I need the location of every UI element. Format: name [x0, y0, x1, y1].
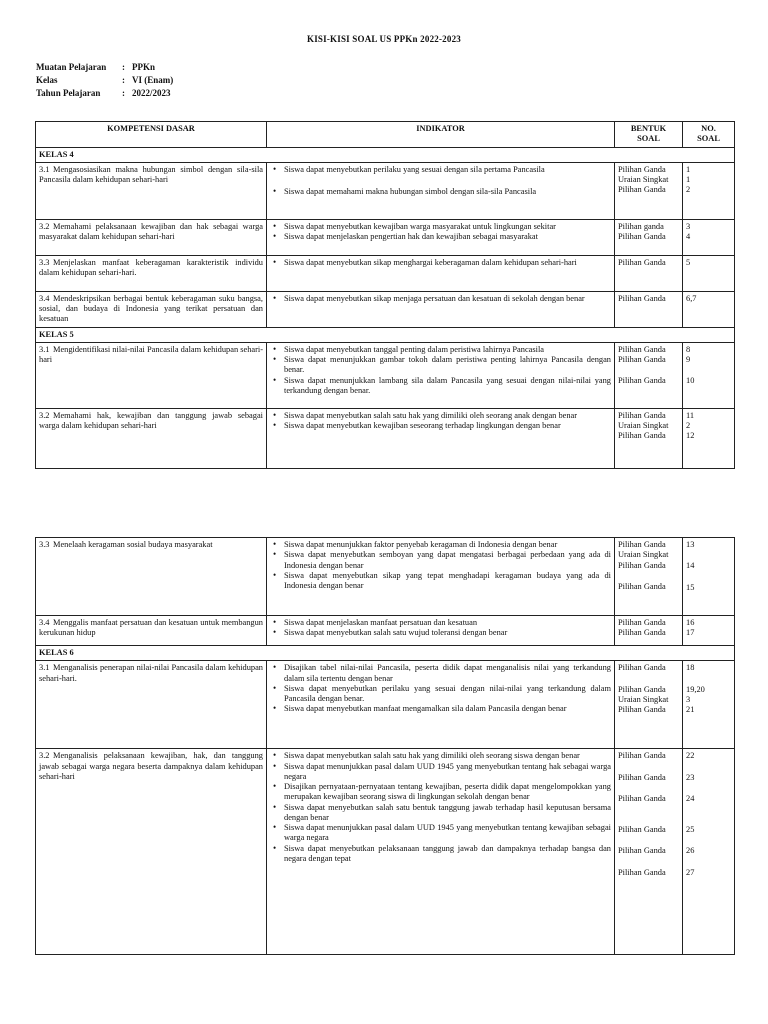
- indikator-cell: [267, 342, 615, 408]
- indikator-item: • Siswa dapat menunjukkan pasal dalam UUD 1945 yang menyebutkan tentang kewajiban sebagai warga negara: [284, 823, 611, 844]
- meta-key: Kelas: [36, 75, 58, 85]
- kelas-label: KELAS 4: [36, 147, 735, 162]
- header-kd: KOMPETENSI DASAR: [36, 122, 267, 148]
- bentuk-cell: [615, 749, 683, 955]
- indikator-item: • Siswa dapat menunjukkan pasal dalam UUD 1945 yang menyebutkan tentang hak sebagai warga negara: [284, 762, 611, 783]
- no-item: 23: [686, 772, 695, 782]
- no-cell: [683, 616, 735, 646]
- meta-colon: :: [122, 75, 125, 85]
- bentuk-cell: [615, 342, 683, 408]
- kd-number: 3.3: [39, 257, 50, 267]
- indikator-item: • Siswa dapat menunjukkan faktor penyebab keragaman di Indonesia dengan benar: [284, 540, 611, 550]
- no-item: 26: [686, 846, 695, 856]
- table-row: [36, 162, 735, 219]
- header-bentuk: [615, 122, 683, 148]
- bentuk-item: Pilihan Ganda: [618, 663, 666, 673]
- bentuk-item: Pilihan Ganda: [618, 751, 666, 761]
- indikator-cell: [267, 291, 615, 327]
- kd-number: 3.3: [39, 540, 50, 549]
- header-bentuk-line2: SOAL: [637, 134, 660, 144]
- indikator-item: • Siswa dapat menyebutkan perilaku yang sesuai dengan nilai-nilai yang terkandung dalam Pancasila dengan benar.: [284, 684, 611, 705]
- kd-text: Menjelaskan manfaat keberagaman karakteristik individu dalam kehidupan sehari-hari.: [39, 257, 263, 277]
- no-item: 21: [686, 705, 695, 714]
- kelas-label: KELAS 5: [36, 327, 735, 342]
- bentuk-item: Pilihan Ganda: [618, 581, 666, 591]
- no-item: 3: [686, 694, 691, 704]
- bentuk-item: Pilihan Ganda: [618, 431, 666, 441]
- indikator-cell: [267, 538, 615, 616]
- no-cell: [683, 162, 735, 219]
- indikator-cell: [267, 616, 615, 646]
- bentuk-item: Pilihan ganda: [618, 221, 664, 231]
- grid-table-part-1: [35, 121, 735, 469]
- kd-text: Mengasosiasikan makna hubungan simbol dengan sila-sila Pancasila dalam kehidupan sehari-hari: [39, 164, 263, 184]
- header-indikator: INDIKATOR: [267, 122, 615, 148]
- table-row: [36, 616, 735, 646]
- no-cell: [683, 255, 735, 291]
- no-item: 3: [686, 221, 691, 231]
- bentuk-cell: [615, 162, 683, 219]
- no-item: 1: [686, 175, 691, 184]
- no-item: 2: [686, 185, 691, 195]
- document-title: KISI-KISI SOAL US PPKn 2022-2023: [307, 34, 461, 44]
- kelas-row: [36, 646, 735, 661]
- bentuk-item: Pilihan Ganda: [618, 560, 666, 570]
- no-item: 22: [686, 751, 695, 761]
- bentuk-item: Pilihan Ganda: [618, 825, 666, 834]
- table-row: [36, 408, 735, 468]
- indikator-item: • Siswa dapat menyebutkan tanggal penting dalam peristiwa lahirnya Pancasila: [284, 345, 611, 355]
- no-cell: [683, 538, 735, 616]
- kd-text: Menganalisis pelaksanaan kewajiban, hak, dan tanggung jawab sebagai warga negara beserta dampaknya dalam kehidupan sehari-hari: [39, 751, 263, 781]
- kd-cell: [36, 616, 267, 646]
- kd-text: Menelaah keragaman sosial budaya masyarakat: [53, 540, 213, 549]
- indikator-item: • Siswa dapat menyebutkan manfaat mengamalkan sila dalam Pancasila dengan benar: [284, 704, 611, 714]
- indikator-item: • Siswa dapat menjelaskan pengertian hak dan kewajiban sebagai masyarakat: [284, 232, 611, 242]
- meta-row-subject: [36, 62, 173, 75]
- kd-number: 3.4: [39, 618, 50, 627]
- no-item: 17: [686, 628, 695, 638]
- bentuk-item: Pilihan Ganda: [618, 540, 666, 549]
- kd-cell: [36, 219, 267, 255]
- bentuk-item: Pilihan Ganda: [618, 772, 666, 782]
- indikator-item: • Siswa dapat menyebutkan sikap yang tepat menghadapi keragaman budaya yang ada di Indonesia dengan benar: [284, 571, 611, 592]
- bentuk-item: Pilihan Ganda: [618, 257, 666, 267]
- no-item: 2: [686, 421, 691, 430]
- indikator-item: • Siswa dapat menyebutkan sikap menghargai keberagaman dalam kehidupan sehari-hari: [284, 258, 611, 268]
- indikator-cell: [267, 219, 615, 255]
- bentuk-item: Pilihan Ganda: [618, 293, 666, 303]
- header-no-line1: NO.: [701, 124, 716, 133]
- kd-number: 3.1: [39, 164, 50, 174]
- bentuk-cell: [615, 291, 683, 327]
- indikator-item: • Siswa dapat menyebutkan salah satu hak yang dimiliki oleh seorang siswa dengan benar: [284, 751, 611, 761]
- meta-row-year: [36, 88, 173, 101]
- kelas-row: [36, 147, 735, 162]
- bentuk-cell: [615, 661, 683, 749]
- indikator-item: • Disajikan pernyataan-pernyataan tentang kewajiban, peserta didik dapat mengelompokkan yang merupakan kewajiban seorang siswa di lingkungan sekolah dengan benar: [284, 782, 611, 803]
- bentuk-item: Pilihan Ganda: [618, 846, 666, 856]
- indikator-cell: [267, 661, 615, 749]
- indikator-item: • Siswa dapat menunjukkan lambang sila dalam Pancasila yang sesuai dengan nilai-nilai yang terkandung dengan benar.: [284, 376, 611, 397]
- bentuk-item: Pilihan Ganda: [618, 376, 666, 386]
- no-cell: [683, 219, 735, 255]
- meta-value: 2022/2023: [132, 88, 171, 98]
- indikator-item: • Siswa dapat menyebutkan perilaku yang sesuai dengan sila pertama Pancasila: [284, 165, 611, 175]
- bentuk-cell: [615, 616, 683, 646]
- indikator-item: • Siswa dapat menyebutkan salah satu wujud toleransi dengan benar: [284, 628, 611, 638]
- table-row: [36, 661, 735, 749]
- no-item: 10: [686, 376, 695, 386]
- bentuk-item: Uraian Singkat: [618, 421, 669, 430]
- no-item: 1: [686, 164, 691, 174]
- kd-cell: [36, 291, 267, 327]
- indikator-item: • Siswa dapat menyebutkan salah satu hak yang dimiliki oleh seorang anak dengan benar: [284, 411, 611, 421]
- no-item: 19,20: [686, 684, 705, 694]
- header-no-line2: SOAL: [697, 134, 720, 144]
- table-row: [36, 342, 735, 408]
- meta-value: PPKn: [132, 62, 156, 72]
- no-item: 25: [686, 825, 695, 834]
- bentuk-cell: [615, 255, 683, 291]
- header-bentuk-line1: BENTUK: [630, 124, 667, 133]
- table-row: [36, 749, 735, 955]
- kd-number: 3.1: [39, 344, 50, 354]
- kd-text: Menganalisis penerapan nilai-nilai Pancasila dalam kehidupan sehari-hari.: [39, 663, 263, 683]
- kd-cell: [36, 749, 267, 955]
- no-cell: [683, 291, 735, 327]
- meta-key: Tahun Pelajaran: [36, 88, 101, 98]
- bentuk-cell: [615, 219, 683, 255]
- bentuk-item: Pilihan Ganda: [618, 628, 666, 638]
- no-item: 8: [686, 344, 691, 354]
- kelas-label: KELAS 6: [36, 646, 735, 661]
- bentuk-item: Uraian Singkat: [618, 550, 669, 560]
- indikator-item: • Siswa dapat menyebutkan kewajiban seseorang terhadap lingkungan dengan benar: [284, 421, 611, 431]
- indikator-item: • Siswa dapat menyebutkan pelaksanaan tanggung jawab dan dampaknya terhadap bangsa dan negara dengan tepat: [284, 844, 611, 865]
- bentuk-item: Pilihan Ganda: [618, 867, 666, 877]
- document-meta: [36, 62, 173, 101]
- no-item: 11: [686, 410, 695, 420]
- meta-row-class: [36, 75, 173, 88]
- no-item: 12: [686, 431, 695, 441]
- kd-text: Mengidentifikasi nilai-nilai Pancasila dalam kehidupan sehari-hari: [39, 344, 264, 364]
- no-item: 9: [686, 355, 691, 364]
- bentuk-item: Pilihan Ganda: [618, 684, 666, 694]
- bentuk-item: Pilihan Ganda: [618, 185, 666, 195]
- indikator-cell: [267, 162, 615, 219]
- kd-number: 3.2: [39, 410, 50, 420]
- kd-number: 3.2: [39, 221, 50, 231]
- indikator-item: • Siswa dapat menyebutkan salah satu bentuk tanggung jawab terhadap hasil keputusan bersama dengan benar: [284, 803, 611, 824]
- indikator-cell: [267, 255, 615, 291]
- bentuk-item: Pilihan Ganda: [618, 164, 666, 174]
- meta-value: VI (Enam): [132, 75, 174, 85]
- kd-text: Menggalis manfaat persatuan dan kesatuan untuk membangun kerukunan hidup: [39, 618, 263, 638]
- table-row: [36, 538, 735, 616]
- bentuk-item: Uraian Singkat: [618, 694, 669, 704]
- grid-table-part-2: [35, 537, 735, 955]
- no-item: 4: [686, 232, 691, 241]
- kd-number: 3.4: [39, 293, 50, 303]
- kelas-row: [36, 327, 735, 342]
- indikator-item: • Siswa dapat menyebutkan kewajiban warga masyarakat untuk lingkungan sekitar: [284, 222, 611, 232]
- no-item: 15: [686, 582, 695, 592]
- no-item: 27: [686, 867, 695, 877]
- no-cell: [683, 749, 735, 955]
- indikator-item: • Siswa dapat menunjukkan gambar tokoh dalam peristiwa penting lahirnya Pancasila dengan benar.: [284, 355, 611, 376]
- kd-cell: [36, 342, 267, 408]
- no-item: 5: [686, 257, 691, 267]
- no-item: 6,7: [686, 293, 697, 303]
- table-header-row: [36, 122, 735, 148]
- header-no: [683, 122, 735, 148]
- indikator-item: • Siswa dapat menjelaskan manfaat persatuan dan kesatuan: [284, 618, 611, 628]
- no-cell: [683, 342, 735, 408]
- no-item: 14: [686, 561, 695, 571]
- kd-text: Memahami pelaksanaan kewajiban dan hak sebagai warga masyarakat dalam kehidupan sehari-hari: [39, 221, 263, 241]
- meta-colon: :: [122, 62, 125, 72]
- no-cell: [683, 661, 735, 749]
- kd-text: Mendeskripsikan berbagai bentuk keberagaman suku bangsa, sosial, dan budaya di Indonesia yang terikat persatuan dan kesatuan: [39, 293, 263, 324]
- bentuk-item: Pilihan Ganda: [618, 355, 666, 364]
- indikator-cell: [267, 749, 615, 955]
- no-item: 16: [686, 618, 695, 627]
- table-row: [36, 255, 735, 291]
- no-cell: [683, 408, 735, 468]
- kd-cell: [36, 661, 267, 749]
- kd-number: 3.1: [39, 663, 50, 673]
- bentuk-item: Pilihan Ganda: [618, 793, 666, 803]
- indikator-item: • Disajikan tabel nilai-nilai Pancasila, peserta didik dapat menganalisis nilai yang terkandung dalam sila tertentu dengan benar: [284, 663, 611, 684]
- bentuk-item: Pilihan Ganda: [618, 618, 666, 627]
- indikator-cell: [267, 408, 615, 468]
- kd-cell: [36, 255, 267, 291]
- no-item: 18: [686, 663, 695, 673]
- no-item: 13: [686, 540, 695, 549]
- bentuk-item: Uraian Singkat: [618, 175, 669, 184]
- kd-cell: [36, 162, 267, 219]
- kd-cell: [36, 408, 267, 468]
- bentuk-item: Pilihan Ganda: [618, 344, 666, 354]
- kd-cell: [36, 538, 267, 616]
- indikator-item: • Siswa dapat memahami makna hubungan simbol dengan sila-sila Pancasila: [284, 187, 611, 197]
- kd-text: Memahami hak, kewajiban dan tanggung jawab sebagai warga dalam kehidupan sehari-hari: [39, 410, 263, 430]
- meta-key: Muatan Pelajaran: [36, 62, 107, 72]
- bentuk-cell: [615, 538, 683, 616]
- bentuk-cell: [615, 408, 683, 468]
- bentuk-item: Pilihan Ganda: [618, 705, 666, 714]
- no-item: 24: [686, 793, 695, 803]
- table-row: [36, 291, 735, 327]
- bentuk-item: Pilihan Ganda: [618, 232, 666, 241]
- indikator-item: • Siswa dapat menyebutkan sikap menjaga persatuan dan kesatuan di sekolah dengan benar: [284, 294, 611, 304]
- bentuk-item: Pilihan Ganda: [618, 410, 666, 420]
- indikator-item: • Siswa dapat menyebutkan semboyan yang dapat mengatasi berbagai perbedaan yang ada di Indonesia dengan benar: [284, 550, 611, 571]
- table-row: [36, 219, 735, 255]
- meta-colon: :: [122, 88, 125, 98]
- kd-number: 3.2: [39, 751, 50, 761]
